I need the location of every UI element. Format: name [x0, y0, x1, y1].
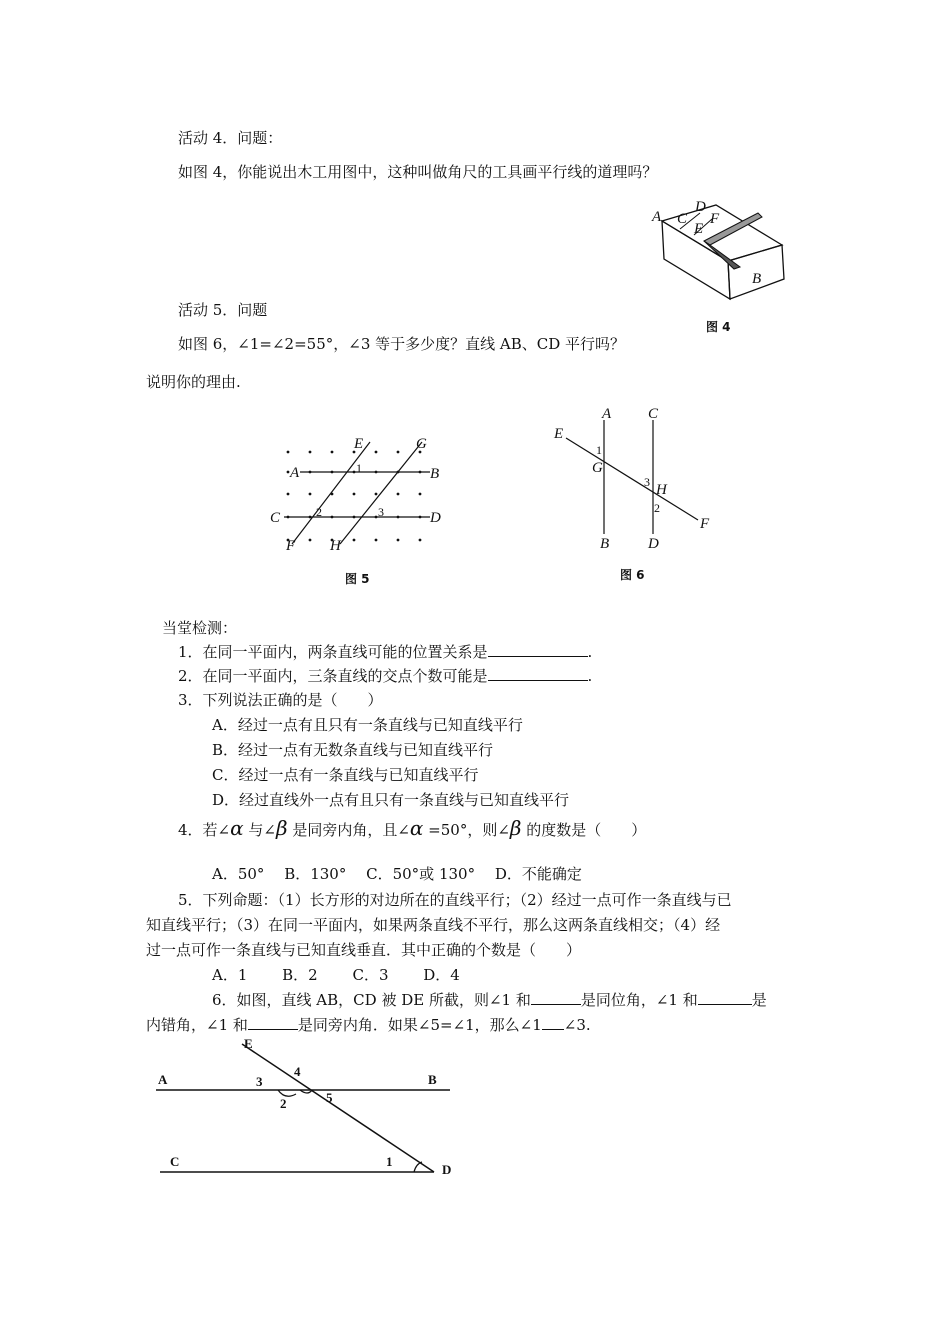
figure-4 — [650, 195, 790, 305]
activity5-text2: 说明你的理由. — [146, 373, 241, 391]
q6-line-2: 内错角，∠1 和 是同旁内角．如果∠5=∠1，那么∠1 ∠3. — [146, 1016, 591, 1034]
q6-blank-3[interactable] — [248, 1015, 298, 1030]
activity4-title: 活动 4．问题： — [178, 129, 283, 147]
fig5-label-1: 1 — [356, 461, 362, 475]
fig7-label-D: D — [442, 1162, 452, 1177]
fig6-label-3: 3 — [644, 475, 650, 489]
q6-blank-4[interactable] — [542, 1015, 564, 1030]
question-4: 4．若∠α 与∠β 是同旁内角，且∠α =50°，则∠β 的度数是（ ） — [178, 816, 647, 840]
fig5-label-H: H — [330, 538, 341, 554]
grid-dot — [309, 451, 312, 454]
fig6-label-G: G — [592, 460, 603, 476]
grid-dot — [397, 539, 400, 542]
fig6-label-E: E — [554, 426, 564, 442]
fig5-label-D: D — [430, 510, 441, 526]
fig5-label-B: B — [430, 466, 440, 482]
grid-dot — [353, 493, 356, 496]
question-2: 2．在同一平面内，三条直线的交点个数可能是 . — [178, 667, 593, 685]
fig7-label-C: C — [170, 1154, 180, 1169]
grid-dot — [287, 471, 290, 474]
fig4-label-E: E — [694, 221, 704, 237]
grid-dot — [375, 451, 378, 454]
fig5-label-2: 2 — [316, 505, 322, 519]
fig6-label-A: A — [602, 406, 612, 422]
grid-dot — [375, 493, 378, 496]
fig5-label-C: C — [270, 510, 281, 526]
fig6-label-H: H — [656, 482, 667, 498]
q1-answer-blank[interactable] — [488, 642, 588, 657]
q5-line-2: 知直线平行；（3）在同一平面内，如果两条直线不平行，那么这两条直线相交；（4）经 — [146, 916, 721, 934]
grid-dot — [309, 493, 312, 496]
fig5-caption: 图 5 — [345, 572, 370, 586]
grid-dot — [353, 539, 356, 542]
fig6-label-D: D — [648, 536, 659, 552]
fig5-label-F: F — [286, 538, 296, 554]
fig7-label-5: 5 — [326, 1090, 333, 1105]
figure-q6 — [150, 1036, 470, 1181]
fig6-label-1: 1 — [596, 443, 602, 457]
grid-dot — [287, 451, 290, 454]
q5-line-1: 5．下列命题：（1）长方形的对边所在的直线平行；（2）经过一点可作一条直线与已 — [178, 891, 732, 909]
fig6-label-F: F — [700, 516, 710, 532]
q3-option-a: A．经过一点有且只有一条直线与已知直线平行 — [212, 716, 523, 734]
fig7-label-3: 3 — [256, 1074, 263, 1089]
fig4-label-F: F — [710, 211, 720, 227]
check-title: 当堂检测： — [162, 619, 238, 637]
fig5-label-3: 3 — [378, 505, 384, 519]
fig4-label-D: D — [695, 199, 706, 215]
fig4-label-B: B — [752, 271, 762, 287]
fig6-caption: 图 6 — [620, 568, 645, 582]
activity4-text: 如图 4，你能说出木工用图中，这种叫做角尺的工具画平行线的道理吗？ — [178, 163, 658, 181]
fig7-label-2: 2 — [280, 1096, 287, 1111]
grid-dot — [375, 539, 378, 542]
fig6-label-B: B — [600, 536, 610, 552]
fig7-label-4: 4 — [294, 1064, 301, 1079]
grid-dot — [397, 493, 400, 496]
q5-options: A．1 B．2 C．3 D．4 — [212, 966, 460, 984]
activity5-text: 如图 6，∠1=∠2=55°，∠3 等于多少度？直线 AB、CD 平行吗？ — [178, 335, 626, 353]
grid-dot — [419, 539, 422, 542]
grid-dot — [331, 451, 334, 454]
q3-option-b: B．经过一点有无数条直线与已知直线平行 — [212, 741, 494, 759]
q6-line-1: 6．如图，直线 AB，CD 被 DE 所截，则∠1 和 是同位角，∠1 和 是 — [212, 991, 767, 1009]
q3-option-d: D．经过直线外一点有且只有一条直线与已知直线平行 — [212, 791, 570, 809]
figure-6 — [550, 402, 720, 552]
grid-dot — [287, 493, 290, 496]
question-1: 1．在同一平面内，两条直线可能的位置关系是 . — [178, 643, 593, 661]
fig6-label-2: 2 — [654, 501, 660, 515]
fig7-label-E: E — [244, 1036, 253, 1051]
grid-dot — [419, 493, 422, 496]
fig4-caption: 图 4 — [706, 320, 731, 334]
grid-dot — [397, 451, 400, 454]
fig4-label-A: A — [652, 209, 662, 225]
fig7-label-1: 1 — [386, 1154, 393, 1169]
fig4-label-C: C — [677, 211, 688, 227]
q3-option-c: C．经过一点有一条直线与已知直线平行 — [212, 766, 479, 784]
question-3: 3．下列说法正确的是（ ） — [178, 691, 383, 709]
q6-blank-2[interactable] — [698, 990, 752, 1005]
activity5-title: 活动 5．问题 — [178, 301, 268, 319]
q4-options: A．50° B．130° C．50°或 130° D．不能确定 — [212, 865, 582, 883]
q2-answer-blank[interactable] — [488, 666, 588, 681]
fig6-label-C: C — [648, 406, 659, 422]
fig7-label-B: B — [428, 1072, 437, 1087]
q5-line-3: 过一点可作一条直线与已知直线垂直．其中正确的个数是（ ） — [146, 941, 582, 959]
fig5-label-A: A — [290, 465, 300, 481]
fig7-label-A: A — [158, 1072, 168, 1087]
q6-blank-1[interactable] — [531, 990, 581, 1005]
fig5-label-E: E — [354, 436, 364, 452]
figure-5 — [270, 432, 450, 562]
fig5-label-G: G — [416, 436, 427, 452]
grid-dot — [309, 539, 312, 542]
